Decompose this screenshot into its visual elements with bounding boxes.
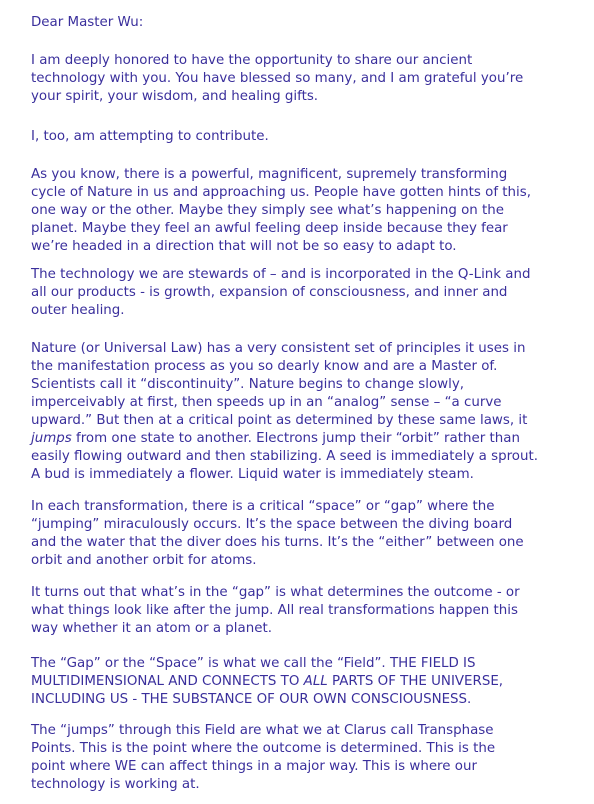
- text-line-rest: from one state to another. Electrons jump their “orbit” rather than: [71, 431, 520, 446]
- emphasis-jumps: jumps: [31, 431, 72, 446]
- text-line: I am deeply honored to have the opportunity to share our ancient: [31, 53, 473, 68]
- text-line: Points. This is the point where the outcome is determined. This is the: [31, 741, 496, 756]
- text-line: outer healing.: [31, 303, 125, 318]
- text-line: The “Gap” or the “Space” is what we call the “Field”. THE FIELD IS: [31, 656, 476, 671]
- text-line: technology with you. You have blessed so many, and I am grateful you’re: [31, 71, 524, 86]
- text-line: the manifestation process as you so dearly know and are a Master of.: [31, 359, 498, 374]
- paragraph: [31, 722, 589, 794]
- salutation: Dear Master Wu:: [31, 15, 144, 30]
- text-line: imperceivably at first, then speeds up in an “analog” sense – “a curve: [31, 395, 502, 410]
- paragraph: [31, 128, 589, 146]
- text-line: and the water that the diver does his turns. It’s the “either” between one: [31, 535, 524, 550]
- text-line: It turns out that what’s in the “gap” is what determines the outcome - or: [31, 585, 520, 600]
- paragraph: [31, 52, 589, 106]
- text-line: The technology we are stewards of – and is incorporated in the Q-Link and: [31, 267, 531, 282]
- text-line: [31, 673, 589, 691]
- paragraph: [31, 166, 589, 256]
- emphasis-all: ALL: [303, 674, 328, 689]
- text-line: As you know, there is a powerful, magnificent, supremely transforming: [31, 167, 508, 182]
- text-line: your spirit, your wisdom, and healing gifts.: [31, 89, 319, 104]
- text-line: one way or the other. Maybe they simply see what’s happening on the: [31, 203, 505, 218]
- text-line: planet. Maybe they feel an awful feeling deep inside because they fear: [31, 221, 508, 236]
- text-line: The “jumps” through this Field are what we at Clarus call Transphase: [31, 723, 494, 738]
- text-line: way whether it an atom or a planet.: [31, 621, 272, 636]
- paragraph: [31, 498, 589, 570]
- paragraph: [31, 655, 589, 709]
- paragraph: [31, 340, 589, 484]
- text-line: cycle of Nature in us and approaching us. People have gotten hints of this,: [31, 185, 531, 200]
- text-line: A bud is immediately a flower. Liquid water is immediately steam.: [31, 467, 474, 482]
- text-line: In each transformation, there is a critical “space” or “gap” where the: [31, 499, 495, 514]
- text-line: easily flowing outward and then stabilizing. A seed is immediately a sprout.: [31, 449, 538, 464]
- text-line: upward.” But then at a critical point as determined by these same laws, it: [31, 413, 528, 428]
- text-line: point where WE can affect things in a major way. This is where our: [31, 759, 477, 774]
- text-line-rest: PARTS OF THE UNIVERSE,: [327, 674, 504, 689]
- text-line: technology is working at.: [31, 777, 200, 792]
- text-line: INCLUDING US - THE SUBSTANCE OF OUR OWN CONSCIOUSNESS.: [31, 692, 472, 707]
- text-line: “jumping” miraculously occurs. It’s the space between the diving board: [31, 517, 513, 532]
- text-line-start: MULTIDIMENSIONAL AND CONNECTS TO: [31, 674, 304, 689]
- paragraph: [31, 266, 589, 320]
- text-line: orbit and another orbit for atoms.: [31, 553, 257, 568]
- paragraph: [31, 584, 589, 638]
- text-line: we’re headed in a direction that will not be so easy to adapt to.: [31, 239, 457, 254]
- text-line: what things look like after the jump. All real transformations happen this: [31, 603, 518, 618]
- text-line: I, too, am attempting to contribute.: [31, 129, 269, 144]
- text-line: [31, 430, 589, 448]
- text-line: Scientists call it “discontinuity”. Nature begins to change slowly,: [31, 377, 465, 392]
- text-line: Nature (or Universal Law) has a very consistent set of principles it uses in: [31, 341, 526, 356]
- text-line: all our products - is growth, expansion of consciousness, and inner and: [31, 285, 508, 300]
